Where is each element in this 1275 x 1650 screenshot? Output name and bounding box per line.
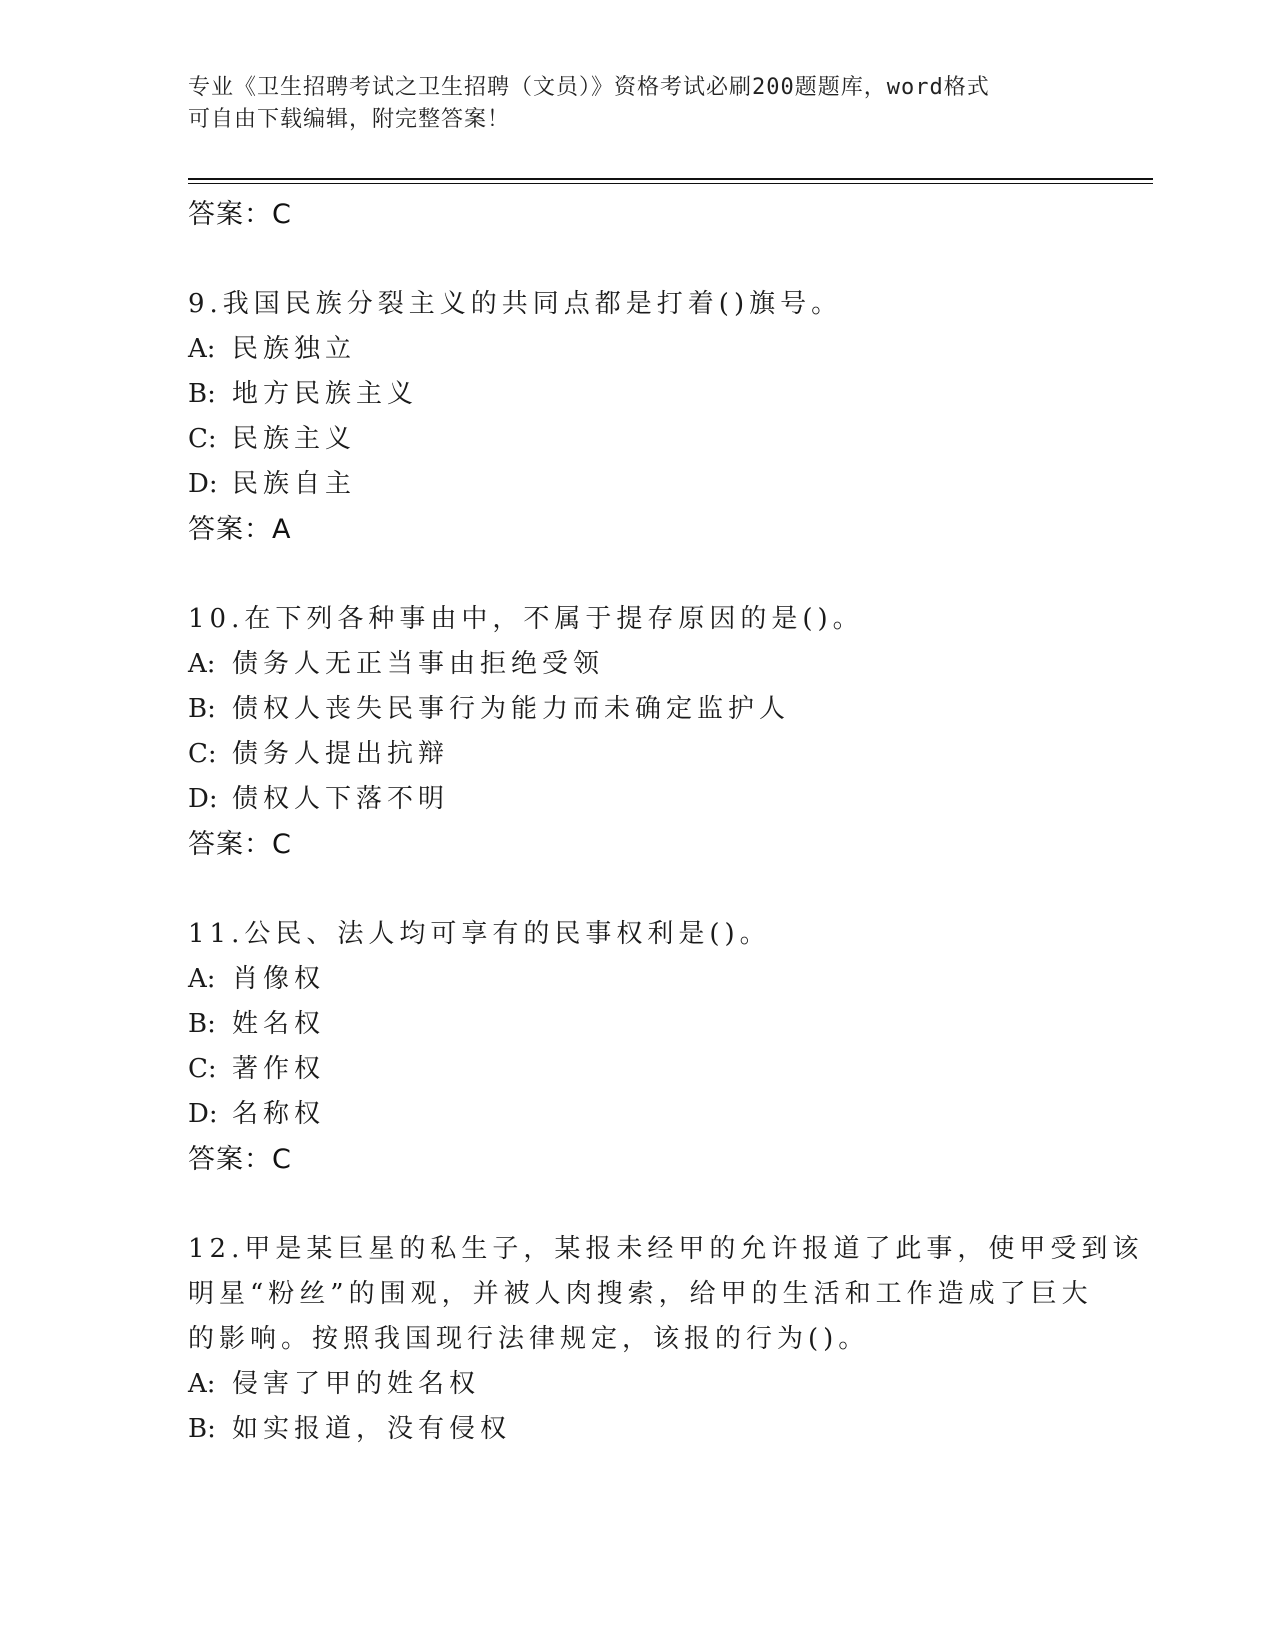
option-key: A: <box>188 964 216 994</box>
question-11 <box>188 912 1128 1183</box>
option-b <box>188 1002 1128 1047</box>
header-line: 可自由下载编辑，附完整答案！ <box>188 107 511 132</box>
question-list <box>188 192 1144 1452</box>
option-text: 侵害了甲的姓名权 <box>232 1369 481 1399</box>
option-text: 债权人下落不明 <box>232 784 450 814</box>
option-d <box>188 1092 1128 1137</box>
question-stem <box>188 912 1128 957</box>
option-text: 如实报道，没有侵权 <box>232 1414 512 1444</box>
answer-label: 答案：A <box>188 514 292 545</box>
option-key: D: <box>188 469 218 499</box>
option-key: A: <box>188 334 216 364</box>
option-key: D: <box>188 1099 218 1129</box>
option-text: 肖像权 <box>232 964 326 994</box>
option-text: 债务人提出抗辩 <box>232 739 450 769</box>
question-12 <box>188 1227 1144 1452</box>
header-rule-thick <box>188 178 1153 180</box>
option-b <box>188 687 1128 732</box>
option-key: B: <box>188 379 216 409</box>
option-text: 著作权 <box>232 1054 326 1084</box>
question-stem-line: 10.在下列各种事由中，不属于提存原因的是()。 <box>188 604 864 634</box>
option-a <box>188 957 1128 1002</box>
document-header <box>188 72 1088 136</box>
option-d <box>188 462 1128 507</box>
option-c <box>188 732 1128 777</box>
option-key: B: <box>188 1009 216 1039</box>
option-text: 民族独立 <box>232 334 357 364</box>
option-key: B: <box>188 694 216 724</box>
option-d <box>188 777 1128 822</box>
question-stem-line: 12.甲是某巨星的私生子，某报未经甲的允许报道了此事，使甲受到该 <box>188 1234 1144 1264</box>
question-9 <box>188 282 1128 553</box>
option-key: C: <box>188 424 217 454</box>
option-text: 名称权 <box>232 1099 326 1129</box>
question-stem <box>188 1227 1144 1362</box>
option-key: C: <box>188 1054 217 1084</box>
header-line: 专业《卫生招聘考试之卫生招聘（文员）》资格考试必刷200题题库，word格式 <box>188 75 990 100</box>
option-a <box>188 327 1128 372</box>
option-key: D: <box>188 784 218 814</box>
option-c <box>188 417 1128 462</box>
option-text: 债权人丧失民事行为能力而未确定监护人 <box>232 694 791 724</box>
option-c <box>188 1047 1128 1092</box>
question-stem-line: 的影响。按照我国现行法律规定，该报的行为()。 <box>188 1324 870 1354</box>
question-10 <box>188 597 1128 868</box>
option-text: 民族自主 <box>232 469 357 499</box>
question-stem <box>188 597 1128 642</box>
question-stem <box>188 282 1128 327</box>
answer-label: 答案：C <box>188 199 292 230</box>
option-a <box>188 1362 1128 1407</box>
answer-label: 答案：C <box>188 829 292 860</box>
option-text: 债务人无正当事由拒绝受领 <box>232 649 605 679</box>
option-key: A: <box>188 1369 216 1399</box>
option-text: 地方民族主义 <box>232 379 419 409</box>
option-text: 民族主义 <box>232 424 357 454</box>
question-stem-line: 9.我国民族分裂主义的共同点都是打着()旗号。 <box>188 289 843 319</box>
question-stem-line: 明星“粉丝”的围观，并被人肉搜索，给甲的生活和工作造成了巨大 <box>188 1279 1093 1309</box>
header-rule-thin <box>188 183 1153 184</box>
option-text: 姓名权 <box>232 1009 326 1039</box>
option-key: A: <box>188 649 216 679</box>
option-a <box>188 642 1128 687</box>
question-stem-line: 11.公民、法人均可享有的民事权利是()。 <box>188 919 771 949</box>
option-b <box>188 1407 1128 1452</box>
option-b <box>188 372 1128 417</box>
option-key: C: <box>188 739 217 769</box>
answer-label: 答案：C <box>188 1144 292 1175</box>
option-key: B: <box>188 1414 216 1444</box>
